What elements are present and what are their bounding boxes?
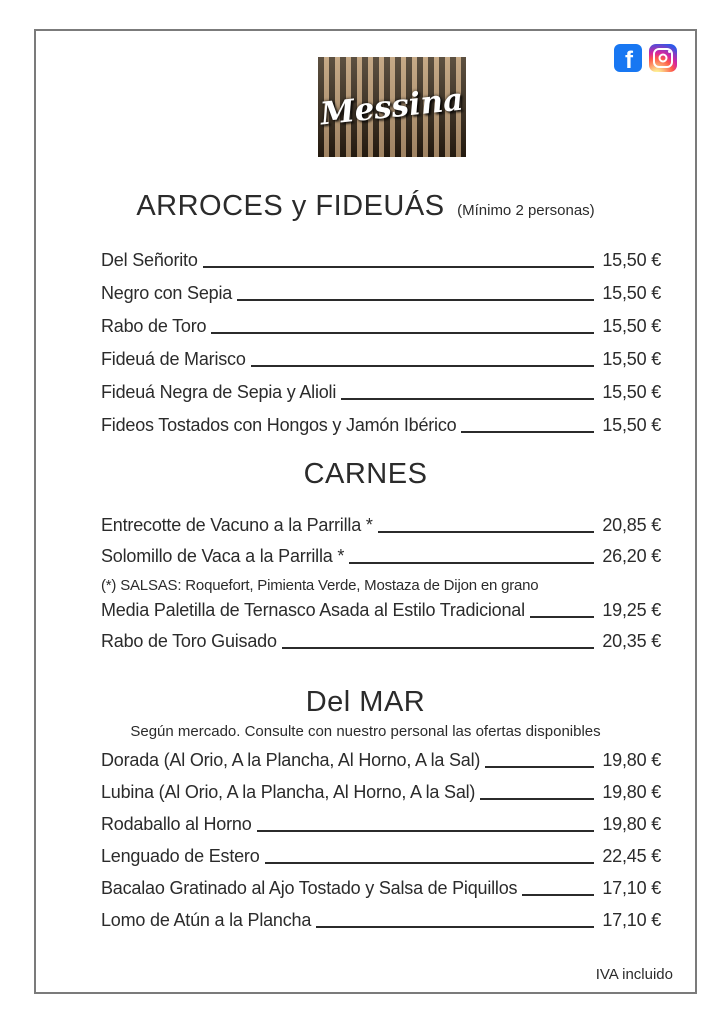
leader-line bbox=[251, 365, 595, 367]
menu-item-row bbox=[101, 910, 661, 931]
facebook-f-glyph: f bbox=[624, 47, 633, 72]
item-price: 19,25 € bbox=[602, 600, 661, 620]
item-price: 19,80 € bbox=[602, 782, 661, 802]
item-price: 17,10 € bbox=[602, 910, 661, 930]
item-price: 19,80 € bbox=[602, 814, 661, 834]
section-title-del-mar: Del MAR bbox=[305, 686, 426, 718]
item-price: 20,85 € bbox=[602, 515, 661, 535]
menu-item-row bbox=[101, 250, 661, 271]
menu-content bbox=[36, 186, 695, 931]
leader-line bbox=[522, 894, 594, 896]
item-name: Fideuá Negra de Sepia y Alioli bbox=[101, 382, 337, 402]
item-price: 15,50 € bbox=[602, 316, 661, 336]
item-name: Dorada (Al Orio, A la Plancha, Al Horno, A la Sal) bbox=[101, 750, 481, 770]
item-name: Solomillo de Vaca a la Parrilla * bbox=[101, 546, 345, 566]
item-price: 17,10 € bbox=[602, 878, 661, 898]
leader-line bbox=[316, 926, 594, 928]
menu-item-row bbox=[101, 316, 661, 337]
item-price: 22,45 € bbox=[602, 846, 661, 866]
item-name: Fideos Tostados con Hongos y Jamón Ibérico bbox=[101, 415, 457, 435]
item-name: Entrecotte de Vacuno a la Parrilla * bbox=[101, 515, 373, 535]
leader-line bbox=[530, 616, 594, 618]
item-name: Bacalao Gratinado al Ajo Tostado y Salsa de Piquillos bbox=[101, 878, 518, 898]
leader-line bbox=[485, 766, 594, 768]
item-name: Fideuá de Marisco bbox=[101, 349, 246, 369]
menu-item-row bbox=[101, 600, 661, 621]
item-name: Rabo de Toro bbox=[101, 316, 207, 336]
item-name: Lomo de Atún a la Plancha bbox=[101, 910, 312, 930]
item-name: Rabo de Toro Guisado bbox=[101, 631, 277, 651]
leader-line bbox=[237, 299, 594, 301]
social-icons bbox=[614, 44, 677, 72]
item-price: 26,20 € bbox=[602, 546, 661, 566]
item-price: 15,50 € bbox=[602, 250, 661, 270]
item-price: 15,50 € bbox=[602, 349, 661, 369]
menu-item-row bbox=[101, 415, 661, 436]
item-price: 15,50 € bbox=[602, 382, 661, 402]
menu-item-row bbox=[101, 283, 661, 304]
leader-line bbox=[282, 647, 595, 649]
leader-line bbox=[211, 332, 594, 334]
item-name: Media Paletilla de Ternasco Asada al Estilo Tradicional bbox=[101, 600, 525, 620]
item-price: 19,80 € bbox=[602, 750, 661, 770]
logo-text: Messina bbox=[318, 81, 466, 133]
item-name: Rodaballo al Horno bbox=[101, 814, 252, 834]
leader-line bbox=[257, 830, 595, 832]
item-name: Negro con Sepia bbox=[101, 283, 233, 303]
menu-item-row bbox=[101, 349, 661, 370]
item-name: Lubina (Al Orio, A la Plancha, Al Horno, A la Sal) bbox=[101, 782, 476, 802]
leader-line bbox=[378, 531, 595, 533]
leader-line bbox=[480, 798, 594, 800]
section-subtitle-inline: (Mínimo 2 personas) bbox=[457, 202, 595, 219]
section-arroces-items bbox=[101, 250, 661, 436]
instagram-icon bbox=[649, 44, 677, 72]
menu-item-row bbox=[101, 846, 661, 867]
leader-line bbox=[341, 398, 594, 400]
section-carnes-items-bottom bbox=[101, 600, 661, 652]
item-name: Lenguado de Estero bbox=[101, 846, 260, 866]
section-carnes-items-top bbox=[101, 515, 661, 567]
iva-included-note: IVA incluido bbox=[595, 966, 673, 983]
menu-item-row bbox=[101, 631, 661, 652]
item-name: Del Señorito bbox=[101, 250, 198, 270]
section-title-arroces bbox=[36, 186, 695, 231]
menu-item-row bbox=[101, 814, 661, 835]
menu-item-row bbox=[101, 782, 661, 803]
leader-line bbox=[349, 562, 594, 564]
menu-item-row bbox=[101, 750, 661, 771]
restaurant-logo bbox=[318, 57, 466, 157]
facebook-icon bbox=[614, 44, 642, 72]
del-mar-subtitle: Según mercado. Consulte con nuestro personal las ofertas disponibles bbox=[130, 723, 601, 740]
section-del-mar-items bbox=[101, 750, 661, 931]
menu-item-row bbox=[101, 878, 661, 899]
item-price: 15,50 € bbox=[602, 415, 661, 435]
menu-item-row bbox=[101, 515, 661, 536]
item-price: 20,35 € bbox=[602, 631, 661, 651]
menu-page bbox=[34, 29, 697, 994]
leader-line bbox=[461, 431, 594, 433]
leader-line bbox=[265, 862, 595, 864]
item-price: 15,50 € bbox=[602, 283, 661, 303]
section-title-carnes: CARNES bbox=[303, 458, 428, 490]
section-title-text: ARROCES y FIDEUÁS bbox=[136, 190, 445, 222]
menu-item-row bbox=[101, 546, 661, 567]
sauces-note: (*) SALSAS: Roquefort, Pimienta Verde, Mostaza de Dijon en grano bbox=[101, 577, 539, 594]
menu-item-row bbox=[101, 382, 661, 403]
leader-line bbox=[203, 266, 595, 268]
instagram-camera-flash-dot bbox=[668, 50, 671, 53]
instagram-camera-lens bbox=[659, 54, 668, 63]
